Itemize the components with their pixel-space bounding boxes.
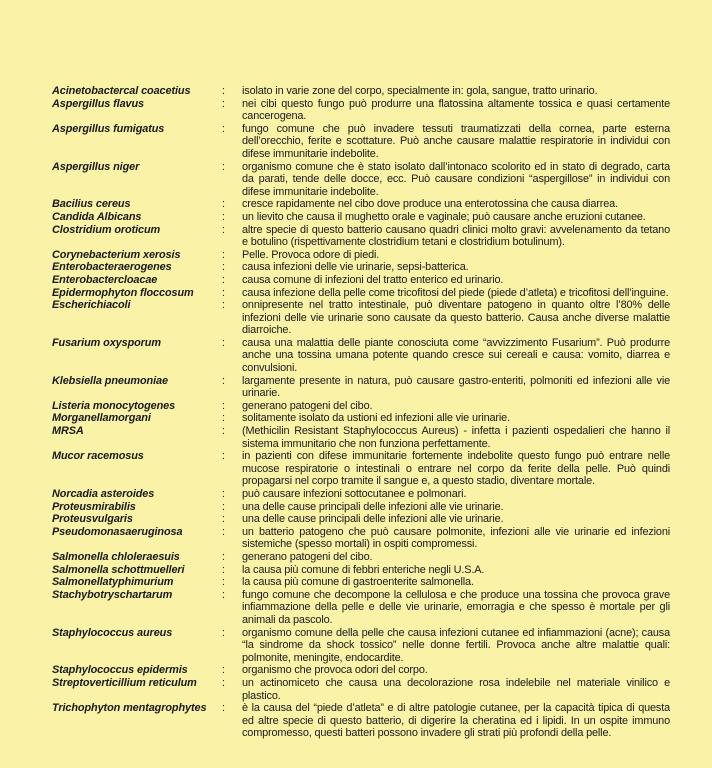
separator-colon: : <box>222 563 226 576</box>
glossary-entry <box>52 299 670 337</box>
separator-colon: : <box>222 550 226 563</box>
glossary-entry <box>52 488 670 501</box>
glossary-entry <box>52 564 670 577</box>
glossary-entry <box>52 98 670 123</box>
organism-description: la causa più comune di febbri enteriche negli U.S.A. <box>242 563 485 576</box>
glossary-entry <box>52 85 670 98</box>
separator-colon: : <box>222 525 226 538</box>
organism-description: in pazienti con difese immunitarie fortemente indebolite questo fungo può entrare nelle mucose respiratorie o intestinali o entrare nel corpo da ferite della pelle. Può quindi propagarsi nel corpo tramite il sangue e, a questo stadio, diventare mortale. <box>242 450 670 488</box>
organism-name: Candida Albicans <box>52 210 142 223</box>
glossary-entry <box>52 249 670 262</box>
separator-colon: : <box>222 261 226 274</box>
glossary-entry <box>52 425 670 450</box>
separator-colon: : <box>222 273 226 286</box>
organism-name: Morganellamorgani <box>52 412 151 425</box>
organism-description: solitamente isolato da ustioni ed infezioni alle vie urinarie. <box>242 412 510 425</box>
glossary-entry <box>52 589 670 627</box>
organism-name: Salmonellatyphimurium <box>52 576 174 589</box>
organism-description: largamente presente in natura, può causare gastro-enteriti, polmoniti ed infezioni alle vie urinarie. <box>242 374 670 400</box>
organism-description: una delle cause principali delle infezioni alle vie urinarie. <box>242 500 504 513</box>
separator-colon: : <box>222 399 226 412</box>
organism-name: Norcadia asteroides <box>52 488 155 500</box>
organism-description: causa una malattia delle piante conosciuta come “avvizzimento Fusarium”. Può produrre anche una tossina umana potente quando cresce sui cereali e causa: vomito, diarrea e convulsioni. <box>242 336 670 375</box>
glossary-entry <box>52 375 670 400</box>
organism-name: Pseudomonasaeruginosa <box>52 525 183 538</box>
organism-name: Aspergillus flavus <box>52 97 145 110</box>
organism-name: Proteusmirabilis <box>52 500 136 513</box>
glossary-entry <box>52 576 670 589</box>
separator-colon: : <box>222 664 226 677</box>
separator-colon: : <box>222 626 226 639</box>
separator-colon: : <box>222 122 226 135</box>
organism-name: Mucor racemosus <box>52 450 144 463</box>
organism-description: la causa più comune di gastroenterite salmonella. <box>242 576 474 589</box>
organism-name: Stachybotryschartarum <box>52 588 173 601</box>
organism-description: Pelle. Provoca odore di piedi. <box>242 248 380 261</box>
organism-name: Epidermophyton floccosum <box>52 286 194 299</box>
organism-description: organismo comune della pelle che causa infezioni cutanee ed infiammazioni (acne); causa “la sindrome da shock tossico” nelle donne fertili. Provoca anche altre malattie quali: polmonite, meningite, endocardite. <box>242 626 670 664</box>
organism-name: Corynebacterium xerosis <box>52 248 181 261</box>
organism-description: una delle cause principali delle infezioni alle vie urinarie. <box>242 513 504 526</box>
separator-colon: : <box>222 576 226 589</box>
separator-colon: : <box>222 412 226 425</box>
glossary-entry <box>52 161 670 199</box>
separator-colon: : <box>222 223 226 236</box>
separator-colon: : <box>222 160 226 173</box>
organism-name: Enterobacteraerogenes <box>52 261 172 274</box>
glossary-entry <box>52 513 670 526</box>
organism-description: può causare infezioni sottocutanee e polmonari. <box>242 488 467 500</box>
organism-description: causa infezioni delle vie urinarie, sepsi-batterica. <box>242 261 469 274</box>
organism-name: Salmonella chloleraesuis <box>52 550 180 563</box>
glossary-entry <box>52 501 670 514</box>
organism-name: Enterobactercloacae <box>52 273 158 286</box>
organism-name: Trichophyton mentagrophytes <box>52 702 207 715</box>
organism-description: è la causa del “piede d’atleta” e di altre patologie cutanee, per la capacità tipica di questa ed altre specie di questo batterio, di digerire la cheratina ed i lipidi. In un ospite immuno compromesso, questi batteri possono invadere gli strati più profondi della pelle. <box>242 702 670 740</box>
organism-name: Escherichiacoli <box>52 299 131 312</box>
glossary-entry <box>52 337 670 375</box>
glossary-entry <box>52 627 670 665</box>
separator-colon: : <box>222 513 226 526</box>
organism-name: Fusarium oxysporum <box>52 336 161 349</box>
organism-name: Listeria monocytogenes <box>52 399 176 412</box>
organism-name: Clostridium oroticum <box>52 223 161 236</box>
organism-name: Proteusvulgaris <box>52 513 133 526</box>
organism-description: altre specie di questo batterio causano quadri clinici molto gravi: avvelenamento da tetano e botulino (rispettivamente clostridium tetani e clostridium botulinum). <box>242 223 670 249</box>
organism-name: Klebsiella pneumoniae <box>52 374 168 387</box>
separator-colon: : <box>222 85 226 97</box>
organism-name: Bacilius cereus <box>52 198 131 211</box>
glossary-entry <box>52 274 670 287</box>
organism-description: fungo comune che decompone la cellulosa e che produce una tossina che provoca grave infiammazione della pelle e delle vie urinarie, emorragia e che spesso è mortale per gli animali da pascolo. <box>242 588 670 626</box>
organism-name: Acinetobactercal coacetius <box>52 85 191 97</box>
separator-colon: : <box>222 374 226 387</box>
glossary-entry <box>52 664 670 677</box>
separator-colon: : <box>222 198 226 211</box>
organism-name: Aspergillus fumigatus <box>52 122 165 135</box>
organism-description: causa comune di infezioni del tratto enterico ed urinario. <box>242 273 504 286</box>
organism-description: un actinomiceto che causa una decolorazione rosa indelebile nel materiale vinilico e plastico. <box>242 676 670 702</box>
glossary-entry <box>52 450 670 488</box>
separator-colon: : <box>222 97 226 110</box>
glossary-entry <box>52 261 670 274</box>
glossary-entry <box>52 551 670 564</box>
organism-description: causa infezione della pelle come tricofitosi del piede (piede d’atleta) e tricofitosi dell’inguine. <box>242 286 669 299</box>
organism-description: nei cibi questo fungo può produrre una flatossina altamente tossica e quasi certamente cancerogena. <box>242 97 670 123</box>
separator-colon: : <box>222 488 226 500</box>
glossary-entry <box>52 224 670 249</box>
glossary-entry <box>52 198 670 211</box>
organism-description: organismo che provoca odori del corpo. <box>242 664 428 677</box>
glossary-entry <box>52 702 670 740</box>
organism-name: Salmonella schottmuelleri <box>52 563 185 576</box>
separator-colon: : <box>222 248 226 261</box>
organism-description: onnipresente nel tratto intestinale, può diventare patogeno in quanto oltre l’80% delle infezioni delle vie urinarie sono causate da questo batterio. Causa anche diverse malattie diarroiche. <box>242 299 670 337</box>
organism-description: fungo comune che può invadere tessuti traumatizzati della cornea, parte esterna dell’orecchio, ferite e scottature. Può anche causare malattie respiratorie in individui con difese immunitarie indebolite. <box>242 122 670 160</box>
glossary-entry <box>52 123 670 161</box>
separator-colon: : <box>222 299 226 312</box>
bacteria-glossary <box>52 85 670 740</box>
separator-colon: : <box>222 450 226 463</box>
separator-colon: : <box>222 588 226 601</box>
organism-description: cresce rapidamente nel cibo dove produce una enterotossina che causa diarrea. <box>242 198 618 211</box>
organism-description: (Methicilin Resistant Staphylococcus Aureus) - infetta i pazienti ospedalieri che hanno il sistema immunitario che non funziona perfettamente. <box>242 425 670 450</box>
glossary-entry <box>52 526 670 551</box>
organism-name: Aspergillus niger <box>52 160 140 173</box>
organism-description: generano patogeni del cibo. <box>242 550 373 563</box>
separator-colon: : <box>222 286 226 299</box>
separator-colon: : <box>222 500 226 513</box>
separator-colon: : <box>222 676 226 689</box>
glossary-entry <box>52 287 670 300</box>
organism-name: Staphylococcus aureus <box>52 626 173 639</box>
organism-name: Streptoverticillium reticulum <box>52 676 197 689</box>
organism-name: Staphylococcus epidermis <box>52 664 188 677</box>
organism-description: un lievito che causa il mughetto orale e vaginale; può causare anche eruzioni cutanee. <box>242 210 646 223</box>
glossary-entry <box>52 677 670 702</box>
separator-colon: : <box>222 336 226 349</box>
organism-description: generano patogeni del cibo. <box>242 399 373 412</box>
organism-name: MRSA <box>52 425 84 438</box>
organism-description: un batterio patogeno che può causare polmonite, infezioni alle vie urinarie ed infezioni sistemiche (spesso mortali) in ospiti compromessi. <box>242 525 670 551</box>
separator-colon: : <box>222 702 226 715</box>
glossary-entry <box>52 211 670 224</box>
organism-description: isolato in varie zone del corpo, specialmente in: gola, sangue, tratto urinario. <box>242 85 598 97</box>
separator-colon: : <box>222 210 226 223</box>
glossary-entry <box>52 400 670 413</box>
separator-colon: : <box>222 425 226 438</box>
organism-description: organismo comune che è stato isolato dall’intonaco scolorito ed in stato di degrado, carta da parati, tende delle docce, ecc. Può causare condizioni “aspergillose” in individui con difese immunitarie indebolite. <box>242 160 670 198</box>
glossary-entry <box>52 412 670 425</box>
